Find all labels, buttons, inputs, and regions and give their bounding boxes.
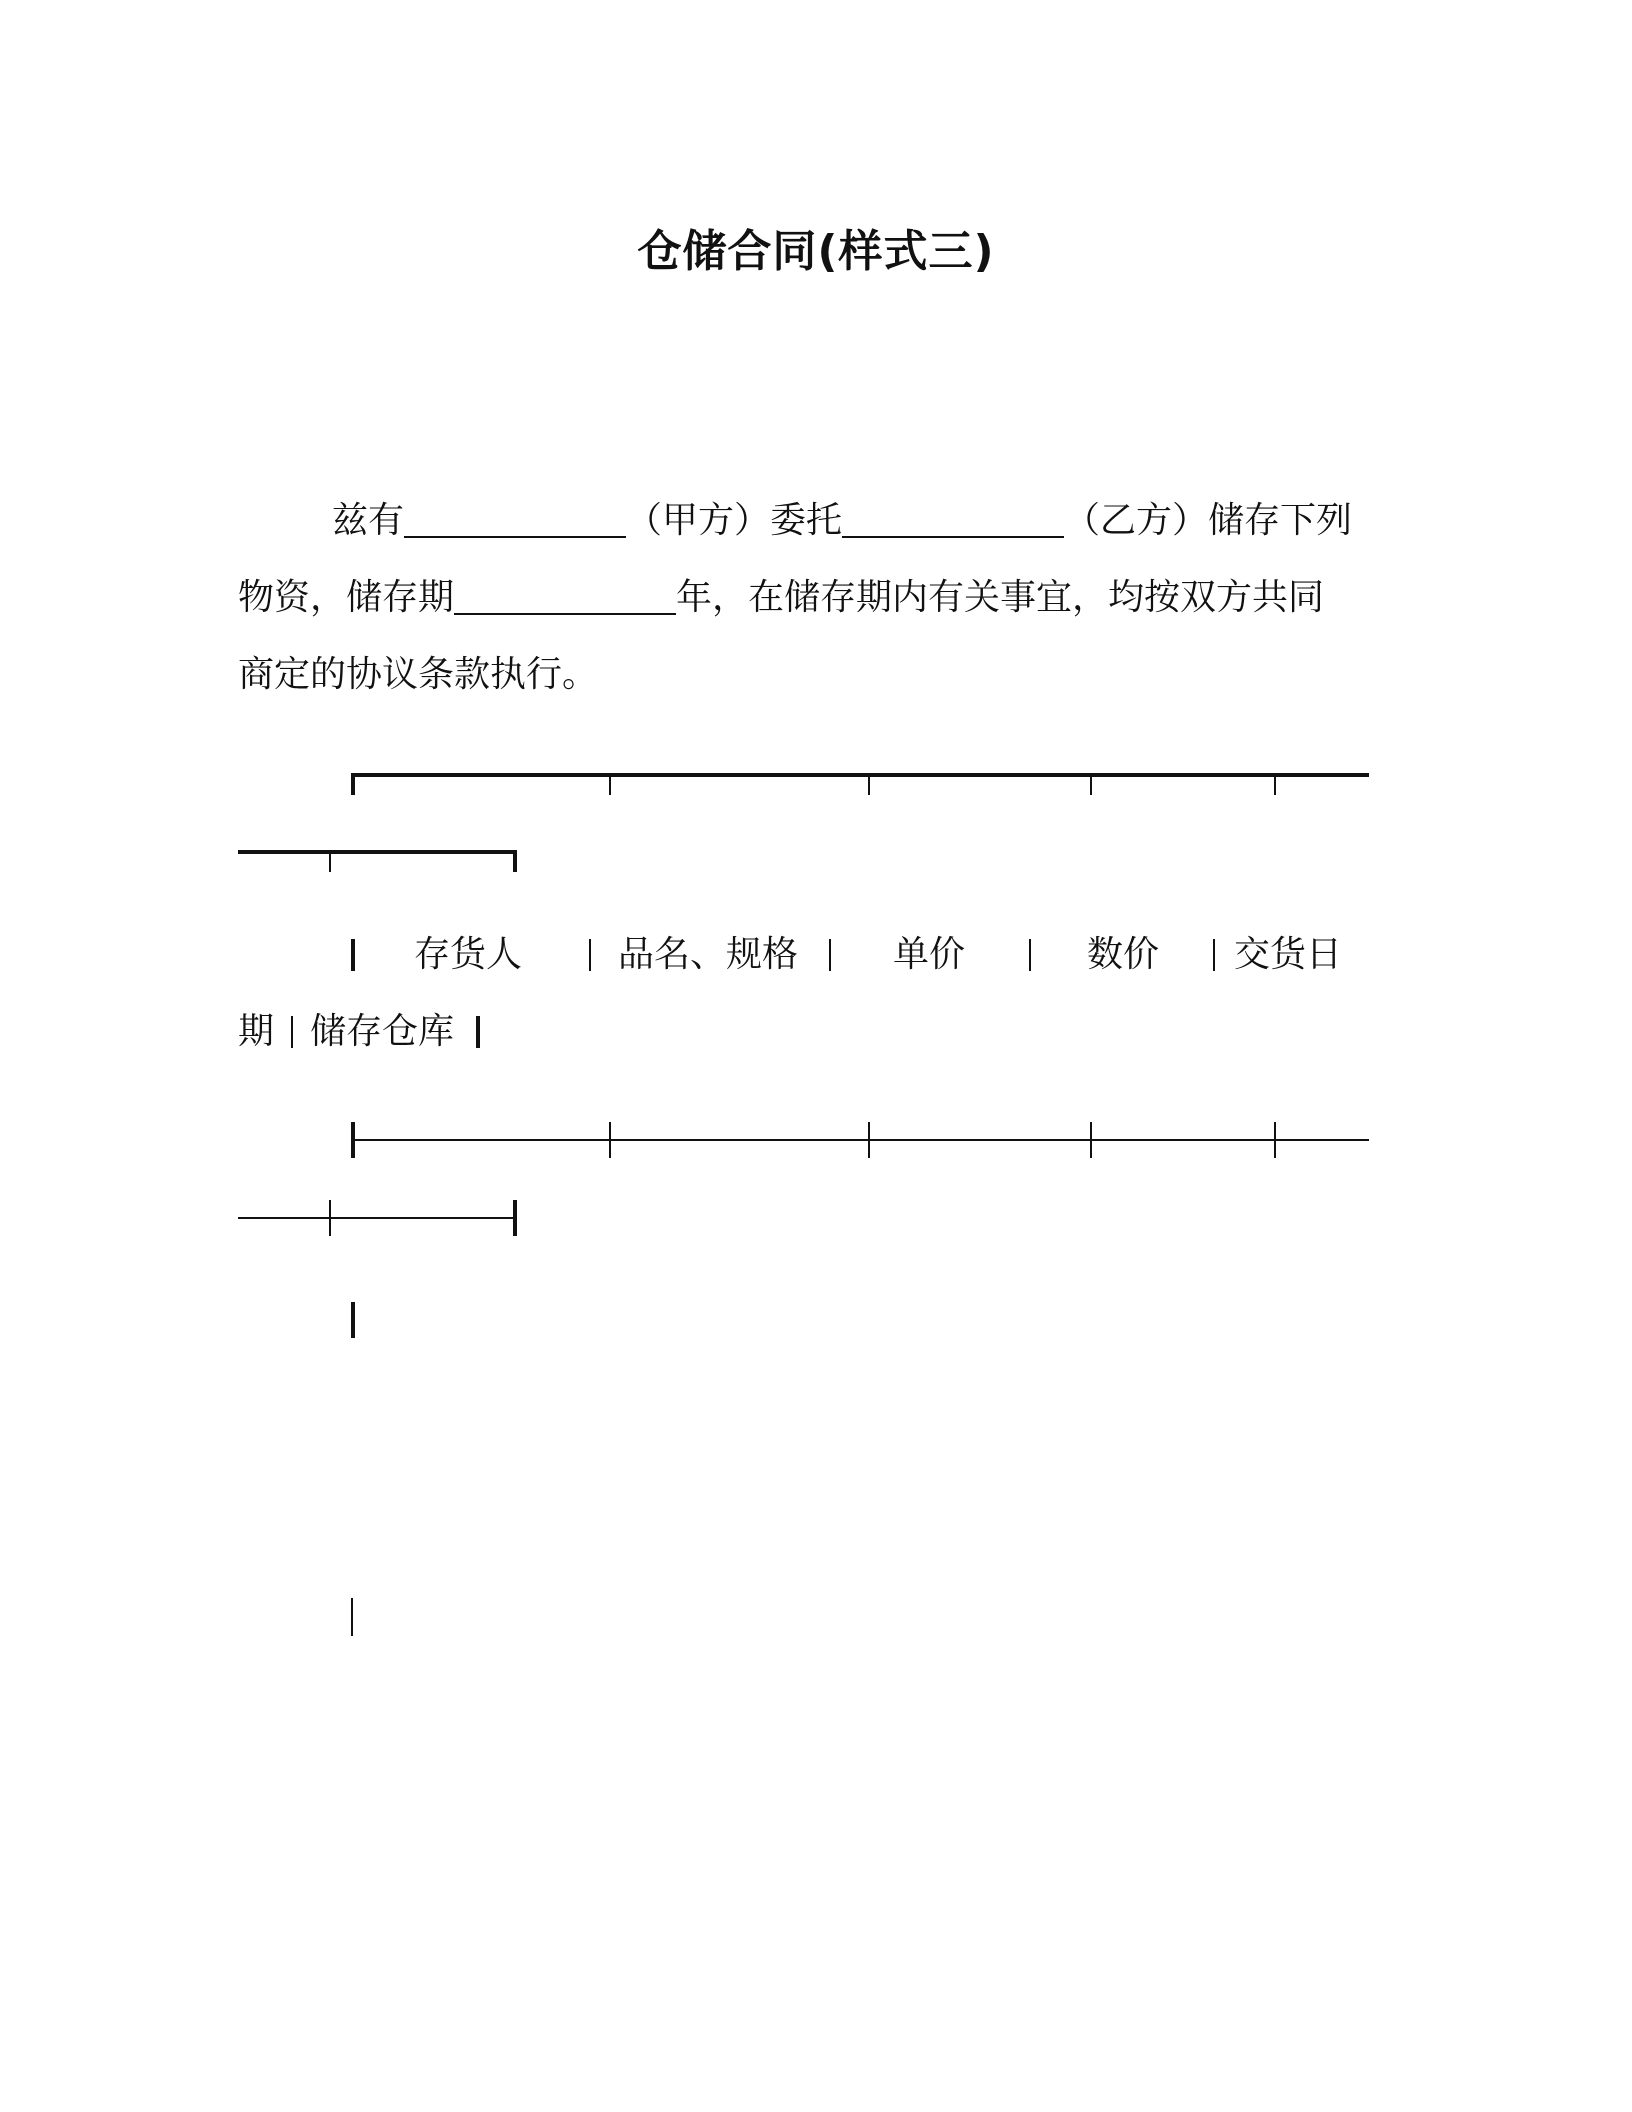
header-unit-price: 单价 <box>893 934 966 975</box>
table-border-tick <box>609 775 611 795</box>
table-divider-tick <box>329 1200 331 1236</box>
table-divider-tick <box>513 1200 517 1236</box>
header-delivery-date-cont: 期 <box>238 1011 275 1052</box>
paragraph-text: （乙方）储存下列 <box>1064 500 1353 541</box>
paragraph-text: 年，在储存期内有关事宜，均按双方共同 <box>676 577 1325 618</box>
table-border-line <box>238 850 517 854</box>
party-a-blank <box>404 500 626 538</box>
table-border-tick <box>513 850 517 872</box>
paragraph-text: 物资，储存期 <box>238 577 455 618</box>
table-cell-separator <box>476 1016 480 1048</box>
table-divider-line <box>238 1217 517 1219</box>
table-border-tick <box>351 773 355 795</box>
header-warehouse: 储存仓库 <box>310 1011 455 1052</box>
table-divider-tick <box>351 1122 355 1158</box>
header-product-spec: 品名、规格 <box>618 934 799 975</box>
header-delivery-date: 交货日 <box>1234 934 1343 975</box>
header-depositor: 存货人 <box>414 934 523 975</box>
party-b-blank <box>842 500 1064 538</box>
table-cell-separator <box>291 1016 293 1048</box>
table-border-tick <box>1090 775 1092 795</box>
table-border-line <box>351 773 1369 777</box>
header-quantity-price: 数价 <box>1087 934 1160 975</box>
table-border-tick <box>329 852 331 872</box>
document-title: 仓储合同(样式三) <box>637 226 995 277</box>
table-cell-separator <box>589 939 591 971</box>
table-border-tick <box>1274 775 1276 795</box>
table-cell-separator <box>1213 939 1215 971</box>
storage-period-blank <box>454 577 676 615</box>
table-cell-separator <box>351 939 355 971</box>
table-divider-tick <box>868 1122 870 1158</box>
paragraph-line-3: 商定的协议条款执行。 <box>238 654 599 695</box>
table-cell-separator <box>1029 939 1031 971</box>
table-row-marker <box>351 1302 355 1338</box>
table-row-marker <box>351 1598 353 1636</box>
table-divider-tick <box>1274 1122 1276 1158</box>
paragraph-text: 兹有 <box>332 500 405 541</box>
paragraph-line-2 <box>238 573 1324 623</box>
table-divider-tick <box>609 1122 611 1158</box>
paragraph-text: （甲方）委托 <box>626 500 843 541</box>
table-cell-separator <box>829 939 831 971</box>
table-divider-line <box>351 1139 1369 1141</box>
table-border-tick <box>868 775 870 795</box>
table-divider-tick <box>1090 1122 1092 1158</box>
paragraph-line-1 <box>332 496 1352 546</box>
